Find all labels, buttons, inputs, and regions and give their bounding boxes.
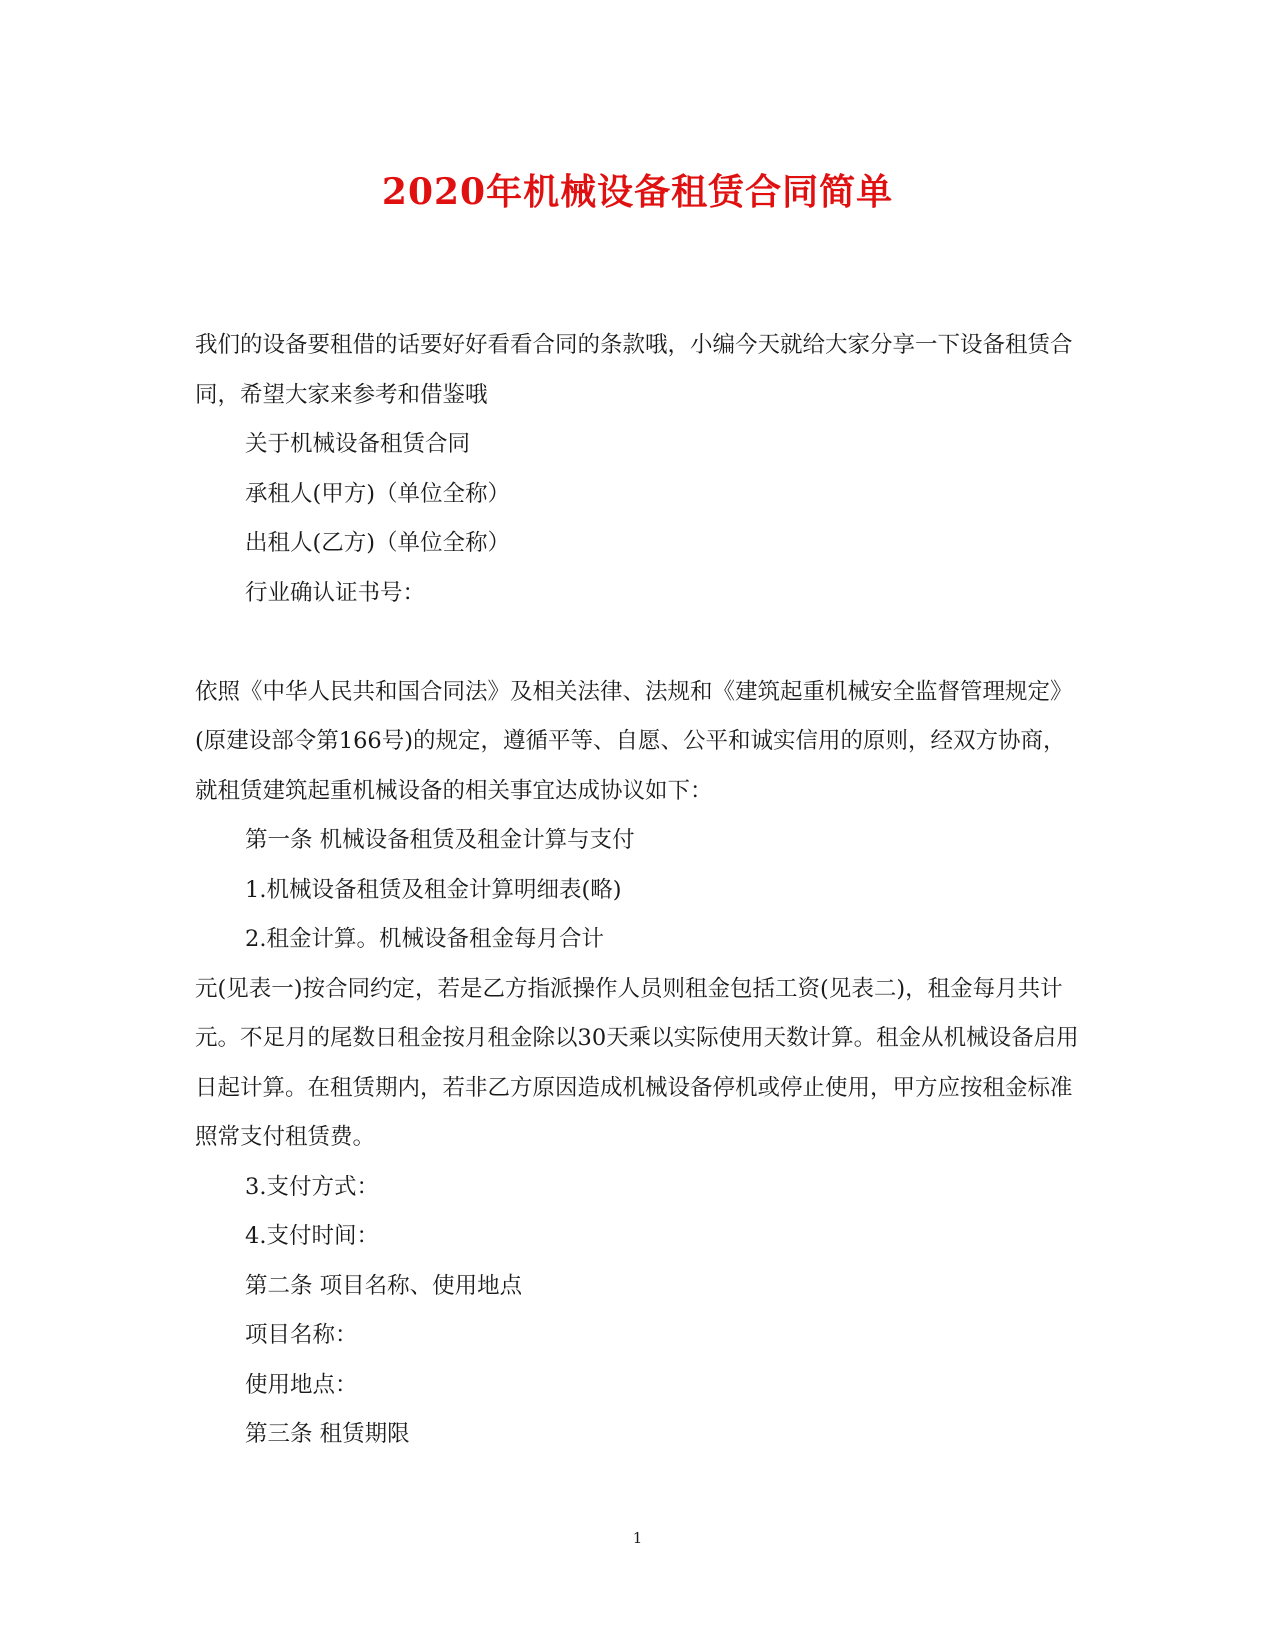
article-2-heading: 第二条 项目名称、使用地点 (245, 1272, 523, 1299)
article-1-item-2: 2.租金计算。机械设备租金每月合计 (245, 926, 604, 952)
intro-paragraph: 我们的设备要租借的话要好好看看合同的条款哦，小编今天就给大家分享一下设备租赁合同，希望大家来参考和借鉴哦 (195, 332, 1073, 408)
project-name-line: 项目名称： (245, 1322, 358, 1348)
lessee-line: 承租人(甲方)（单位全称） (245, 480, 511, 507)
article-1-heading: 第一条 机械设备租赁及租金计算与支付 (245, 827, 635, 853)
location-line: 使用地点： (245, 1371, 358, 1398)
document-title: 2020年机械设备租赁合同简单 (381, 171, 894, 213)
document-body (195, 321, 1085, 1460)
contract-heading: 关于机械设备租赁合同 (245, 431, 471, 457)
article-3-heading: 第三条 租赁期限 (245, 1421, 410, 1447)
lessor-line: 出租人(乙方)（单位全称） (245, 530, 511, 556)
rent-detail-paragraph: 元(见表一)按合同约定，若是乙方指派操作人员则租金包括工资(见表二)，租金每月共计 (195, 975, 1063, 1002)
payment-method-line: 3.支付方式： (245, 1173, 379, 1200)
article-1-item-1: 1.机械设备租赁及租金计算明细表(略) (245, 876, 622, 903)
payment-time-line: 4.支付时间： (245, 1223, 379, 1249)
paragraph-gap (195, 618, 1085, 668)
certificate-line: 行业确认证书号： (245, 579, 426, 606)
legal-basis-paragraph: 依照《中华人民共和国合同法》及相关法律、法规和《建筑起重机械安全监督管理规定》(原建设部令第166号)的规定，遵循平等、自愿、公平和诚实信用的原则，经双方协商，就租赁建筑起重机械设备的相关事宜达成协议如下： (195, 678, 1073, 804)
page-number: 1 (632, 1529, 643, 1547)
rent-rule-paragraph: 元。不足月的尾数日租金按月租金除以30天乘以实际使用天数计算。租金从机械设备启用日起计算。在租赁期内，若非乙方原因造成机械设备停机或停止使用，甲方应按租金标准照常支付租赁费。 (195, 1025, 1079, 1150)
